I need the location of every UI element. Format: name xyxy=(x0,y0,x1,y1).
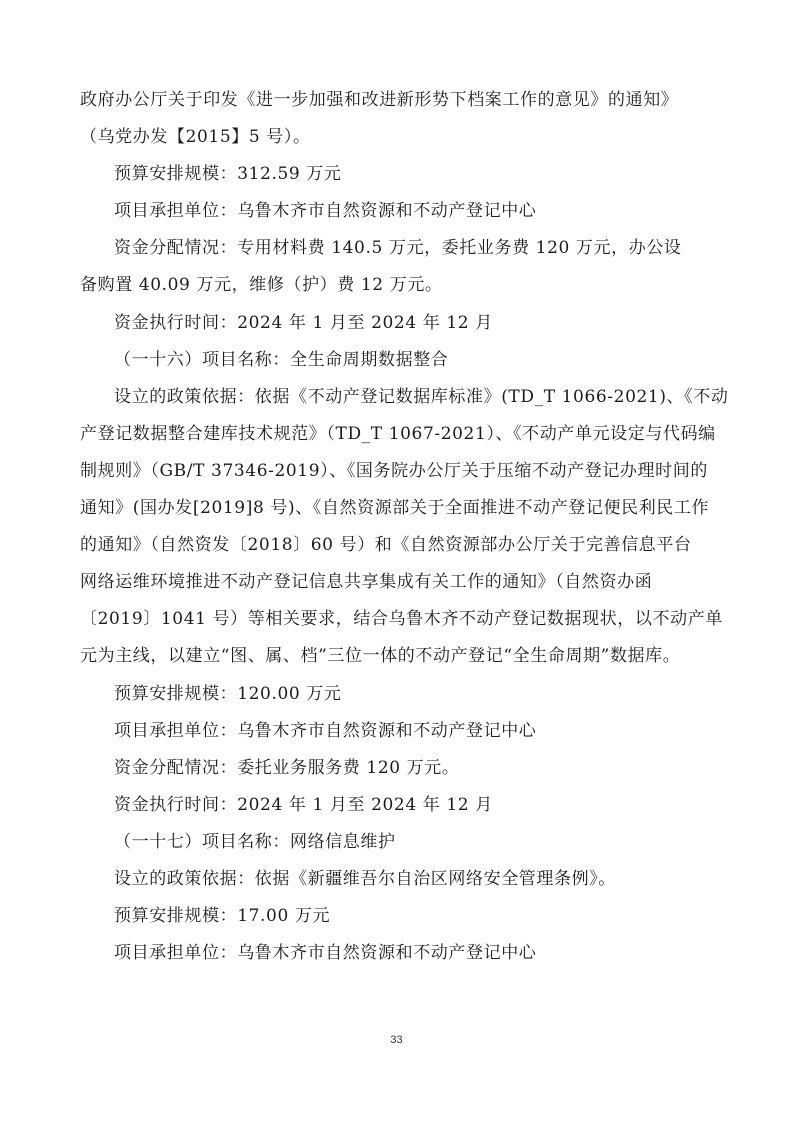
text-line: 预算安排规模：312.59 万元 xyxy=(114,164,342,184)
text-line: 预算安排规模：17.00 万元 xyxy=(114,906,331,926)
section-heading: （一十六）项目名称：全生命周期数据整合 xyxy=(114,350,449,370)
text-line: 资金分配情况：委托业务服务费 120 万元。 xyxy=(114,758,460,778)
text-line: 设立的政策依据：依据《新疆维吾尔自治区网络安全管理条例》。 xyxy=(114,869,616,889)
text-line: 通知》(国办发[2019]8 号)、《自然资源部关于全面推进不动产登记便民利民工作 xyxy=(80,498,710,518)
text-line: 网络运维环境推进不动产登记信息共享集成有关工作的通知》（自然资办函 xyxy=(80,572,653,592)
text-line: 元为主线，以建立“图、属、档”三位一体的不动产登记“全生命周期”数据库。 xyxy=(80,646,681,666)
section-heading: （一十七）项目名称：网络信息维护 xyxy=(114,832,396,852)
text-line: 产登记数据整合建库技术规范》（TD_T 1067-2021）、《不动产单元设定与代码编 xyxy=(80,424,716,444)
text-line: 备购置 40.09 万元，维修（护）费 12 万元。 xyxy=(80,275,443,295)
text-line: 项目承担单位：乌鲁木齐市自然资源和不动产登记中心 xyxy=(114,201,537,221)
page-number: 33 xyxy=(390,1034,403,1046)
text-line: （乌党办发【2015】5 号）。 xyxy=(80,127,311,147)
text-line: 制规则》（GB/T 37346-2019）、《国务院办公厅关于压缩不动产登记办理时间的 xyxy=(80,461,708,481)
text-line: 预算安排规模：120.00 万元 xyxy=(114,684,342,704)
text-line: 设立的政策依据：依据《不动产登记数据库标准》(TD_T 1066-2021)、《不动 xyxy=(114,387,729,407)
text-line: 项目承担单位：乌鲁木齐市自然资源和不动产登记中心 xyxy=(114,721,537,741)
text-line: 政府办公厅关于印发《进一步加强和改进新形势下档案工作的意见》的通知》 xyxy=(80,90,679,110)
text-line: 〔2019〕1041 号）等相关要求，结合乌鲁木齐不动产登记数据现状，以不动产单 xyxy=(80,609,723,629)
text-line: 资金执行时间：2024 年 1 月至 2024 年 12 月 xyxy=(114,795,493,815)
text-line: 资金分配情况：专用材料费 140.5 万元，委托业务费 120 万元，办公设 xyxy=(114,238,682,258)
text-line: 的通知》（自然资发〔2018〕60 号）和《自然资源部办公厅关于完善信息平台 xyxy=(80,535,692,555)
text-line: 资金执行时间：2024 年 1 月至 2024 年 12 月 xyxy=(114,313,493,333)
text-line: 项目承担单位：乌鲁木齐市自然资源和不动产登记中心 xyxy=(114,943,537,963)
